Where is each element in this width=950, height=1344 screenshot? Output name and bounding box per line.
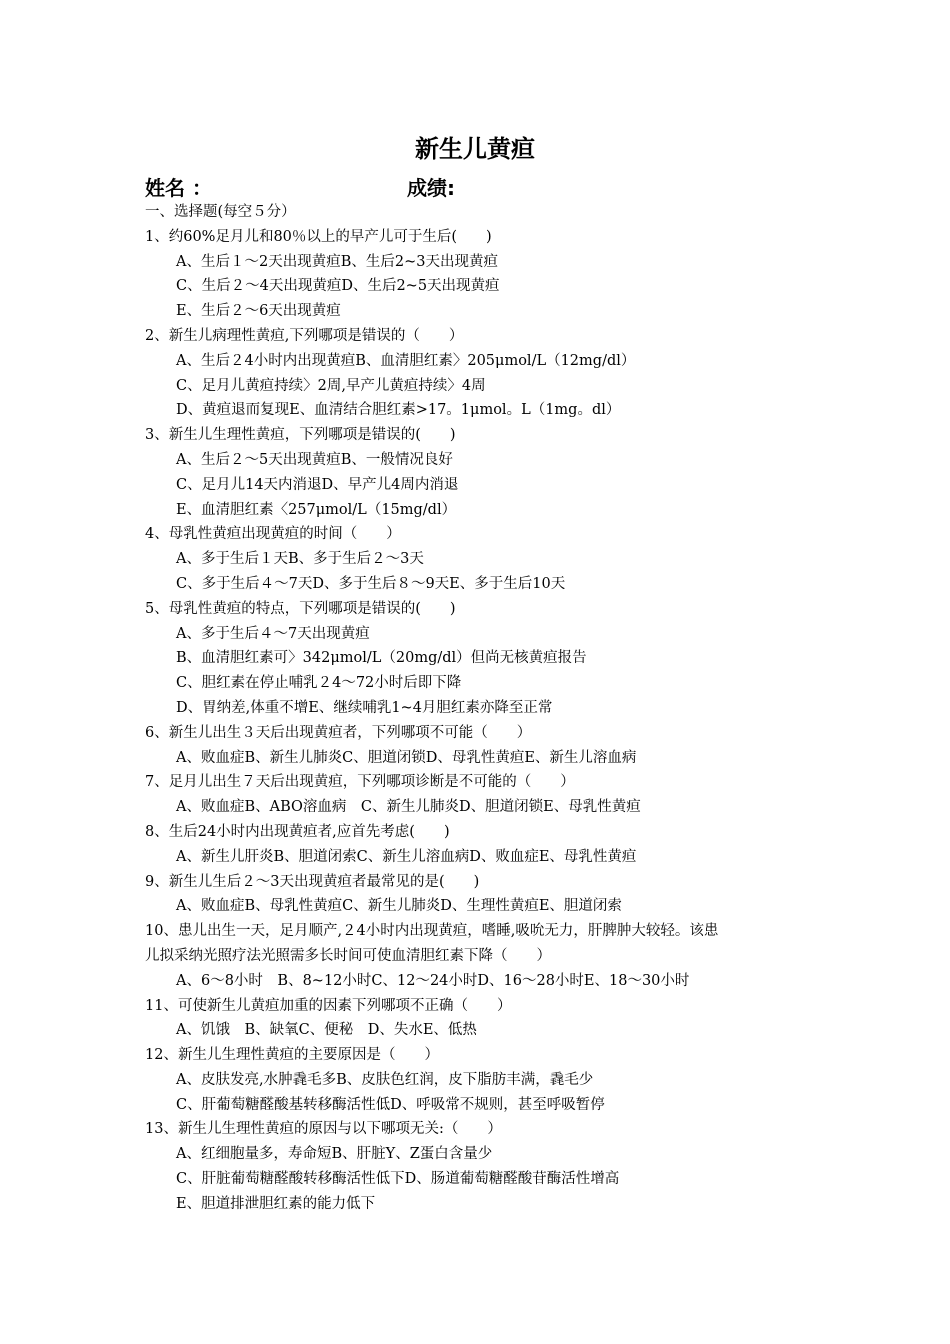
question-text: 9、新生儿生后２～3天出现黄疸者最常见的是( ): [145, 873, 480, 890]
question-text: 8、生后24小时内出现黄疸者,应首先考虑( ): [145, 823, 450, 840]
question-text: 12、新生儿生理性黄疸的主要原因是（ ）: [145, 1047, 439, 1064]
question-option: C、足月儿黄疸持续〉2周,早产儿黄疸持续〉4周: [176, 377, 486, 394]
question-option: A、生后２4小时内出现黄疸B、血清胆红素〉205μmol/L（12mg/dl）: [176, 352, 636, 369]
question-option: A、6～8小时 B、8~12小时C、12～24小时D、16～28小时E、18～30小时: [176, 972, 690, 989]
question-text: 11、可使新生儿黄疸加重的因素下列哪项不正确（ ）: [145, 997, 512, 1014]
question-text: 10、患儿出生一天，足月顺产,２4小时内出现黄疸，嗜睡,吸吮无力，肝脾肿大较轻。该患: [145, 923, 719, 940]
section-heading: 一、选择题(每空５分）: [145, 204, 296, 220]
name-label: 姓名 ：: [145, 176, 212, 200]
question-text: 5、母乳性黄疸的特点，下列哪项是错误的( ): [145, 600, 456, 617]
question-option: D、胃纳差,体重不增E、继续哺乳1~4月胆红素亦降至正常: [176, 699, 553, 716]
question-option: A、败血症B、新生儿肺炎C、胆道闭锁D、母乳性黄疸E、新生儿溶血病: [176, 749, 637, 766]
question-text: 4、母乳性黄疸出现黄疸的时间（ ）: [145, 526, 401, 543]
question-option: C、肝葡萄糖醛酸基转移酶活性低D、呼吸常不规则，甚至呼吸暂停: [176, 1096, 605, 1113]
question-option: A、败血症B、ABO溶血病 C、新生儿肺炎D、胆道闭锁E、母乳性黄疸: [176, 799, 641, 816]
question-option: D、黄疸退而复现E、血清结合胆红素>17。1μmol。L（1mg。dl）: [176, 402, 621, 419]
question-option: C、生后２～4天出现黄疸D、生后2~5天出现黄疸: [176, 278, 500, 295]
document-title: 新生儿黄疸: [415, 135, 535, 163]
question-text: 3、新生儿生理性黄疸，下列哪项是错误的( ): [145, 427, 456, 444]
question-text: 2、新生儿病理性黄疸,下列哪项是错误的（ ）: [145, 327, 464, 344]
question-option: A、皮肤发亮,水肿毳毛多B、皮肤色红润，皮下脂肪丰满，毳毛少: [176, 1071, 594, 1088]
question-option: A、饥饿 B、缺氧C、便秘 D、失水E、低热: [176, 1022, 477, 1039]
question-option: B、血清胆红素可〉342μmol/L（20mg/dl）但尚无核黄疸报告: [176, 650, 587, 667]
question-option: C、足月儿14天内消退D、早产儿4周内消退: [176, 476, 459, 493]
question-option: A、多于生后４～7天出现黄疸: [176, 625, 370, 642]
question-option: C、胆红素在停止哺乳２4～72小时后即下降: [176, 675, 462, 692]
question-option: A、生后２～5天出现黄疸B、一般情况良好: [176, 451, 453, 468]
score-label: 成绩:: [407, 176, 455, 200]
question-option: E、生后２～6天出现黄疸: [176, 303, 341, 320]
question-option: E、胆道排泄胆红素的能力低下: [176, 1195, 376, 1212]
question-list: [145, 200, 825, 1217]
question-option: C、多于生后４～7天D、多于生后８～9天E、多于生后10天: [176, 575, 566, 592]
question-text: 13、新生儿生理性黄疸的原因与以下哪项无关:（ ）: [145, 1121, 502, 1138]
student-info-row: [145, 175, 845, 201]
question-text: 7、足月儿出生７天后出现黄疸，下列哪项诊断是不可能的（ ）: [145, 774, 575, 791]
question-text: 6、新生儿出生３天后出现黄疸者，下列哪项不可能（ ）: [145, 724, 532, 741]
question-text-continued: 儿拟采纳光照疗法光照需多长时间可使血清胆红素下降（ ）: [145, 947, 551, 964]
question-option: A、红细胞量多，寿命短B、肝脏Y、Z蛋白含量少: [176, 1146, 493, 1163]
question-option: A、生后１～2天出现黄疸B、生后2~3天出现黄疸: [176, 253, 498, 270]
question-option: E、血清胆红素〈257μmol/L（15mg/dl）: [176, 501, 457, 518]
question-text: 1、约60%足月儿和80％以上的早产儿可于生后( ): [145, 228, 492, 245]
question-option: A、败血症B、母乳性黄疸C、新生儿肺炎D、生理性黄疸E、胆道闭索: [176, 898, 622, 915]
question-option: A、新生儿肝炎B、胆道闭索C、新生儿溶血病D、败血症E、母乳性黄疸: [176, 848, 637, 865]
question-option: A、多于生后１天B、多于生后２～3天: [176, 551, 424, 568]
question-option: C、肝脏葡萄糖醛酸转移酶活性低下D、肠道葡萄糖醛酸苷酶活性增高: [176, 1171, 620, 1188]
